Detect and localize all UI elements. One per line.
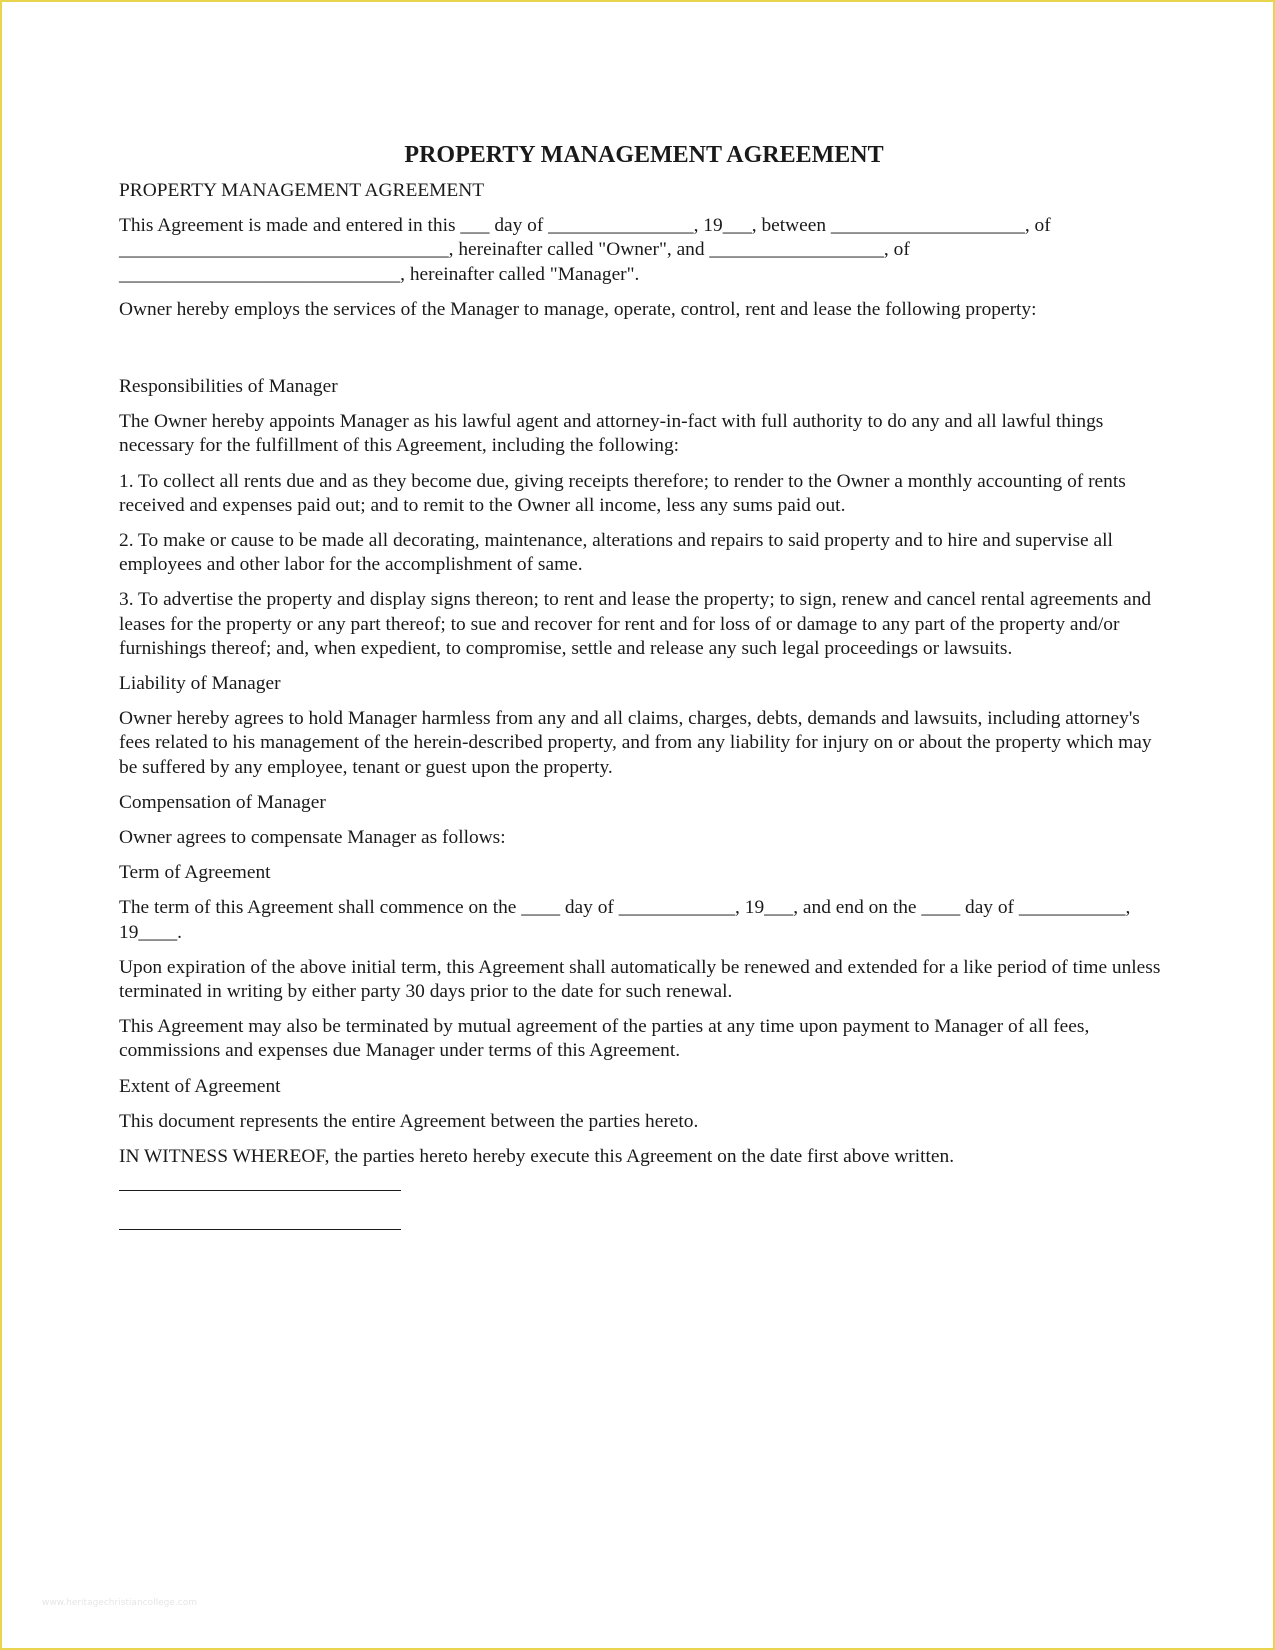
- document-title: PROPERTY MANAGEMENT AGREEMENT: [404, 142, 884, 168]
- signature-line-1: [119, 1189, 401, 1191]
- responsibility-item-1: 1. To collect all rents due and as they become due, giving receipts therefore; to render to the Owner a monthly accounting of rents received and expenses paid out; and to remit to the Owner all income, less any sums paid out.: [119, 470, 1126, 516]
- extent-paragraph: This document represents the entire Agreement between the parties hereto.: [119, 1110, 699, 1132]
- document-subtitle: PROPERTY MANAGEMENT AGREEMENT: [119, 180, 485, 201]
- compensation-paragraph: Owner agrees to compensate Manager as follows:: [119, 827, 506, 849]
- document-body: [119, 140, 1169, 1230]
- compensation-heading: Compensation of Manager: [119, 791, 326, 813]
- appoints-paragraph: The Owner hereby appoints Manager as his lawful agent and attorney-in-fact with full authority to do any and all lawful things necessary for the fulfillment of this Agreement, including the following:: [119, 411, 1104, 457]
- termination-paragraph: This Agreement may also be terminated by mutual agreement of the parties at any time upon payment to Manager of all fees, commissions and expenses due Manager under terms of this Agreement.: [119, 1016, 1090, 1062]
- intro-paragraph: This Agreement is made and entered in this ___ day of _______________, 19___, between ____________________, of __________________________________, hereinafter called "Owner", and __________________, of _____________________________, hereinafter called "Manager".: [119, 215, 1051, 285]
- employs-paragraph: Owner hereby employs the services of the Manager to manage, operate, control, rent and lease the following property:: [119, 298, 1037, 320]
- responsibility-item-2: 2. To make or cause to be made all decorating, maintenance, alterations and repairs to said property and to hire and supervise all employees and other labor for the accomplishment of same.: [119, 530, 1113, 576]
- responsibilities-heading: Responsibilities of Manager: [119, 376, 338, 398]
- property-blank-space: [119, 333, 1169, 375]
- renewal-paragraph: Upon expiration of the above initial term, this Agreement shall automatically be renewed and extended for a like period of time unless terminated in writing by either party 30 days prior to the date for such renewal.: [119, 956, 1161, 1003]
- term-heading: Term of Agreement: [119, 862, 271, 884]
- liability-heading: Liability of Manager: [119, 673, 281, 695]
- term-paragraph: The term of this Agreement shall commence on the ____ day of ____________, 19___, and end on the ____ day of ___________, 19____.: [119, 897, 1131, 943]
- responsibility-item-3: 3. To advertise the property and display signs thereon; to rent and lease the property; to sign, renew and cancel rental agreements and leases for the property or any part thereof; to sue and recover for rent and for loss of or damage to any part of the property and/or furnishings thereof; and, when expedient, to compromise, settle and release any such legal proceedings or lawsuits.: [119, 589, 1152, 659]
- liability-paragraph: Owner hereby agrees to hold Manager harmless from any and all claims, charges, debts, demands and lawsuits, including attorney's fees related to his management of the herein-described property, and from any liability for injury on or about the property which may be suffered by any employee, tenant or guest upon the property.: [119, 708, 1152, 778]
- watermark-text: www.heritagechristiancollege.com: [42, 1598, 197, 1608]
- signature-line-2: [119, 1228, 401, 1230]
- witness-paragraph: IN WITNESS WHEREOF, the parties hereto hereby execute this Agreement on the date first above written.: [119, 1146, 955, 1168]
- extent-heading: Extent of Agreement: [119, 1075, 281, 1097]
